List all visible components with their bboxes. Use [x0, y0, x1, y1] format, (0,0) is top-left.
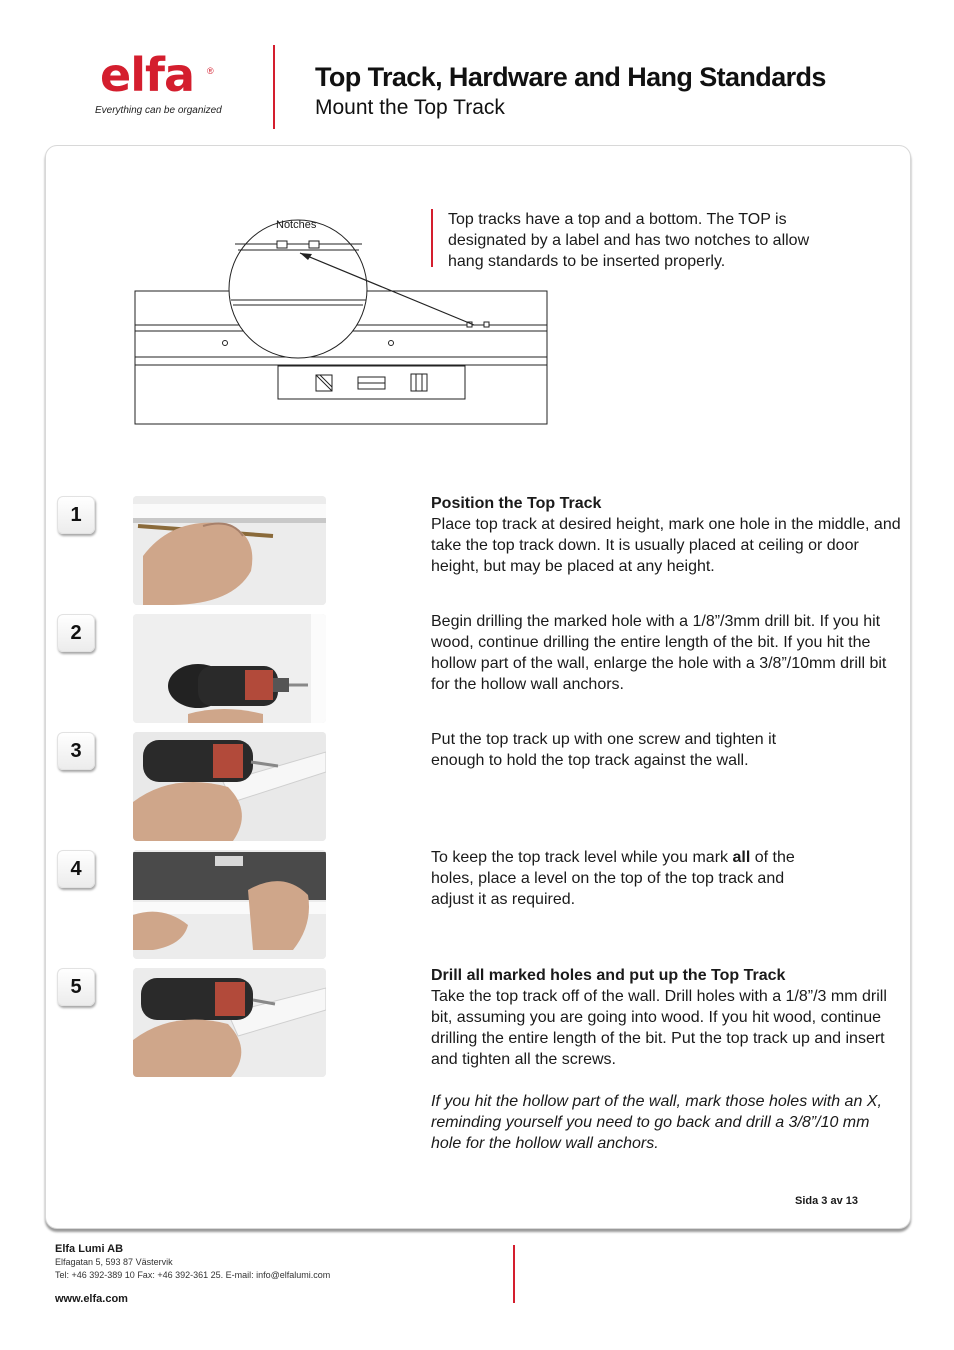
step-1-text [431, 493, 901, 577]
page-title: Top Track, Hardware and Hang Standards [315, 62, 826, 92]
step-4-text [431, 847, 831, 910]
screw-hole-icon [389, 341, 394, 346]
step-body: Take the top track off of the wall. Drill holes with a 1/8”/3 mm drill bit, assuming you are going into wood. If you hit wood, continue drilling the entire length of the bit. Put the top track up and insert and tighten all the screws. [431, 988, 887, 1068]
step-number-badge: 2 [57, 614, 95, 652]
step-body-emphasis: all [732, 849, 751, 866]
registered-mark: ® [207, 66, 214, 76]
elfa-logo: elfa [100, 48, 195, 102]
header-divider [273, 45, 275, 129]
step-body-part: of the holes, place a level on the top of the top track and adjust it as required. [431, 849, 795, 908]
company-contact: Tel: +46 392-389 10 Fax: +46 392-361 25. E-mail: info@elfalumi.com [55, 1270, 331, 1280]
company-name: Elfa Lumi AB [55, 1243, 124, 1255]
page-number: Sida 3 av 13 [795, 1195, 858, 1207]
step-heading: Drill all marked holes and put up the Top Track [431, 967, 786, 984]
step-body: Place top track at desired height, mark one hole in the middle, and take the top track down. It is usually placed at ceiling or door height, but may be placed at any height. [431, 516, 901, 575]
page-subtitle: Mount the Top Track [315, 96, 505, 119]
spacer [431, 1070, 897, 1091]
track-label [278, 366, 465, 399]
step-number-badge: 3 [57, 732, 95, 770]
intro-divider [431, 209, 433, 267]
brand-tagline: Everything can be organized [95, 105, 222, 116]
step-photo-screw [133, 732, 326, 841]
step-photo-level [133, 850, 326, 959]
step-note: If you hit the hollow part of the wall, mark those holes with an X, reminding yourself you need to go back and drill a 3/8”/10 mm hole for the hollow wall anchors. [431, 1093, 882, 1152]
step-body: Put the top track up with one screw and tighten it enough to hold the top track against the wall. [431, 731, 777, 769]
step-photo-drill-all [133, 968, 326, 1077]
step-number-badge: 5 [57, 968, 95, 1006]
step-photo-drill [133, 614, 326, 723]
step-number-badge: 1 [57, 496, 95, 534]
step-3-text [431, 729, 831, 771]
screw-hole-icon [223, 341, 228, 346]
step-body: Begin drilling the marked hole with a 1/8”/3mm drill bit. If you hit wood, continue drilling the entire length of the bit. If you hit the hollow part of the wall, enlarge the hole with a 3/8”/10mm drill bit for the hollow wall anchors. [431, 613, 887, 693]
website-link[interactable]: www.elfa.com [55, 1293, 128, 1305]
footer-divider [513, 1245, 515, 1303]
intro-text: Top tracks have a top and a bottom. The TOP is designated by a label and has two notches to allow hang standards to be inserted properly. [448, 211, 810, 270]
step-heading: Position the Top Track [431, 495, 602, 512]
step-body-part: To keep the top track level while you mark [431, 849, 733, 866]
step-number-badge: 4 [57, 850, 95, 888]
step-2-text [431, 611, 901, 695]
step-photo-mark-hole [133, 496, 326, 605]
company-address: Elfagatan 5, 593 87 Västervik [55, 1257, 173, 1267]
step-5-text [431, 965, 897, 1154]
notches-label: Notches [276, 219, 317, 231]
step-body [431, 847, 831, 910]
